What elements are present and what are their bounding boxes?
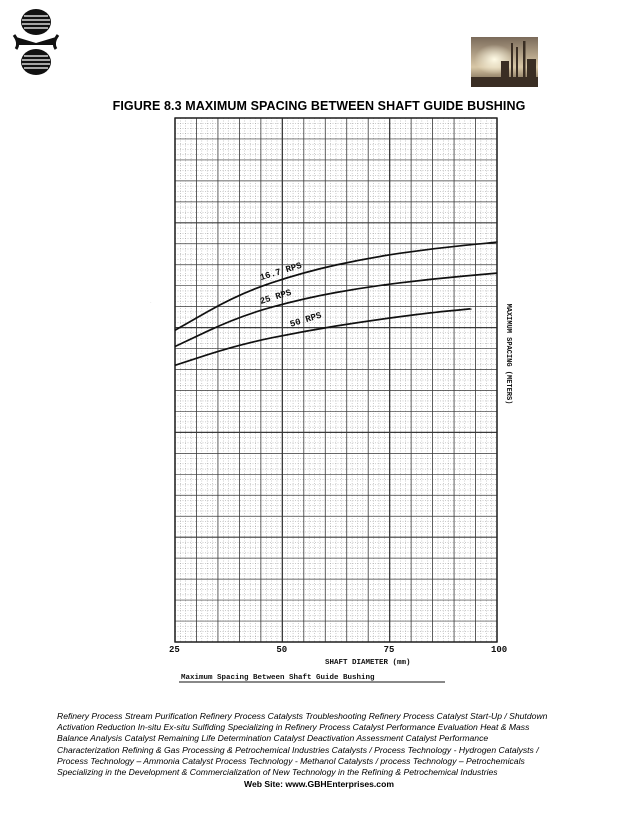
figure-title: FIGURE 8.3 MAXIMUM SPACING BETWEEN SHAFT GUIDE BUSHING [112,99,526,113]
series-label: 25 RPS [258,287,293,307]
x-tick-label: 50 [276,645,288,655]
footer-line: Specializing in the Development & Commercialization of New Technology in the Refining & Petrochemical Industries [57,767,498,778]
chart-caption: Maximum Spacing Between Shaft Guide Bushing [181,674,375,682]
footer-line: Process Technology – Ammonia Catalyst Process Technology - Methanol Catalysts / process Technology – Petrochemicals [57,755,525,766]
x-axis-label: SHAFT DIAMETER (mm) [325,659,411,667]
refinery-photo-icon [471,37,538,87]
footer-line: Activation Reduction In-situ Ex-situ Sulfiding Specializing in Refinery Process Catalyst Performance Evaluation Heat & Mass [57,722,530,733]
website-link[interactable]: Web Site: www.GBHEnterprises.com [244,779,394,789]
x-tick-label: 25 [169,645,180,655]
spacing-chart [155,114,515,689]
series-line-1 [175,273,497,346]
gbh-emblem-icon [12,5,60,79]
x-tick-label: 100 [491,645,508,655]
footer-line: Characterization Refining & Gas Processing & Petrochemical Industries Catalysts / Process Technology - Hydrogen Catalysts / [57,744,539,755]
footer-line: Refinery Process Stream Purification Refinery Process Catalysts Troubleshooting Refinery Process Catalyst Start-Up / Shutdown [57,711,548,721]
footer-line: Balance Analysis Catalyst Remaining Life Determination Catalyst Deactivation Assessment Catalyst Performance [57,733,489,744]
series-label: 50 RPS [288,310,323,330]
y-axis-label: MAXIMUM SPACING (METERS) [504,303,512,405]
footer-description [57,711,547,778]
x-tick-label: 75 [383,645,395,655]
series-label: 16.7 RPS [258,260,304,284]
